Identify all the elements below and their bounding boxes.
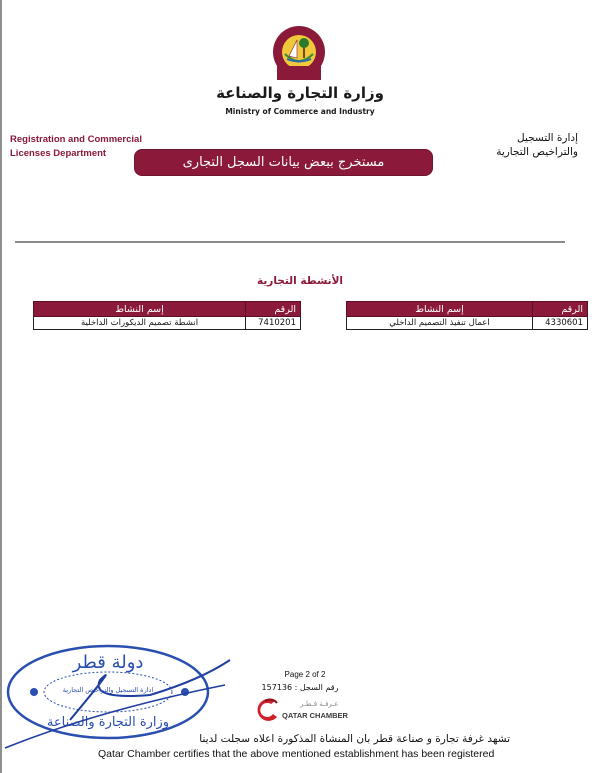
header-number: الرقم [246, 302, 301, 317]
stamp-text-bottom: وزارة التجارة والصناعة [46, 715, 170, 730]
ministry-title-en: Ministry of Commerce and Industry [225, 107, 375, 116]
department-ar-line1: إدارة التسجيل [517, 132, 578, 144]
stamp-text-top: دولة قطر [72, 652, 144, 673]
header-number: الرقم [533, 302, 588, 317]
table-header-row [347, 302, 588, 317]
activity-name: انشطة تصميم الديكورات الداخلية [34, 317, 246, 330]
registration-number: رقم السجل : 157136 [261, 683, 339, 692]
page-edge [0, 0, 2, 773]
table-row [347, 317, 588, 330]
certification-text-en: Qatar Chamber certifies that the above mentioned establishment has been registered [98, 748, 495, 760]
divider [15, 241, 565, 243]
department-name-ar [496, 131, 578, 159]
activity-number: 4330601 [533, 317, 588, 330]
header-activity-name: إسم النشاط [347, 302, 533, 317]
page-number: Page 2 of 2 [284, 670, 326, 679]
department-ar-line2: والتراخيص التجارية [496, 146, 578, 158]
certification-text-ar: تشهد غرفة تجارة و صناعة قطر بان المنشاة المذكورة اعلاه سجلت لدينا [199, 733, 510, 745]
signature [70, 660, 230, 720]
header-activity-name: إسم النشاط [34, 302, 246, 317]
activities-table-left [33, 301, 301, 330]
table-row [34, 317, 301, 330]
activities-table-right [346, 301, 588, 330]
department-en-line2: Licenses Department [10, 148, 107, 159]
ministry-title-ar: وزارة التجارة والصناعة [216, 84, 384, 102]
activity-name: اعمال تنفيذ التصميم الداخلي [347, 317, 533, 330]
stamp-text-mid: ادارة التسجيل والتراخيص التجارية [62, 686, 154, 694]
activity-number: 7410201 [246, 317, 301, 330]
department-en-line1: Registration and Commercial [10, 134, 142, 145]
qatar-emblem-icon [271, 22, 327, 86]
table-header-row [34, 302, 301, 317]
chamber-name-ar: غـرفـة قـطـر [300, 700, 339, 708]
chamber-name-en: QATAR CHAMBER [282, 711, 348, 720]
department-name-en [10, 133, 142, 161]
document-title-banner: مستخرج ببعض بيانات السجل التجارى [135, 150, 432, 175]
section-title: الأنشطة التجارية [257, 275, 343, 287]
